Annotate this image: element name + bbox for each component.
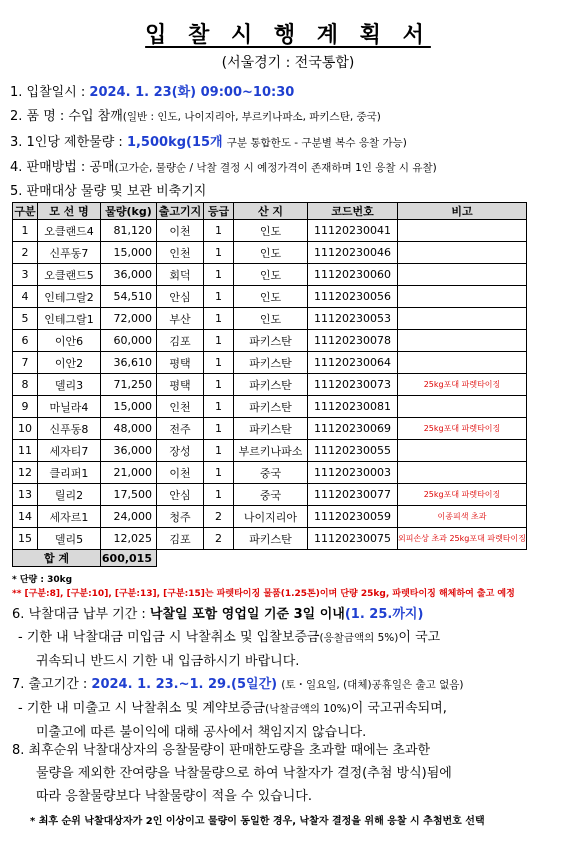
cell-grade: 1	[204, 418, 234, 440]
product-label: 2. 품 명 : 수입 참깨	[10, 109, 123, 124]
rule8-line1: 8. 최후순위 낙찰대상자의 응찰물량이 판매한도량을 초과할 때에는 초과한	[12, 743, 431, 758]
cell-no: 10	[13, 418, 38, 440]
cell-vessel: 세자티7	[38, 440, 101, 462]
cell-no: 4	[13, 286, 38, 308]
cell-origin: 인도	[234, 308, 308, 330]
final-note: * 최후 순위 낙찰대상자가 2인 이상이고 물량이 동일한 경우, 낙찰자 결정을 위해 응찰 시 추첨번호 선택	[30, 816, 485, 827]
cell-code: 11120230055	[308, 440, 398, 462]
table-row	[13, 374, 527, 396]
cell-origin: 파키스탄	[234, 374, 308, 396]
table-row	[13, 396, 527, 418]
cell-quantity: 24,000	[101, 506, 157, 528]
cell-origin: 인도	[234, 242, 308, 264]
cell-depot: 부산	[157, 308, 204, 330]
cell-quantity: 36,000	[101, 264, 157, 286]
cell-grade: 1	[204, 374, 234, 396]
cell-remarks: 25kg포대 파렛타이징	[398, 374, 527, 396]
product-line	[10, 105, 381, 124]
cell-code: 11120230056	[308, 286, 398, 308]
cell-depot: 회덕	[157, 264, 204, 286]
payment-date: (1. 25.까지)	[344, 607, 424, 622]
cell-vessel: 오클랜드5	[38, 264, 101, 286]
table-row	[13, 264, 527, 286]
cell-remarks: 외피손상 초과 25kg포대 파렛타이징	[398, 528, 527, 550]
cell-no: 1	[13, 220, 38, 242]
cell-vessel: 신푸동8	[38, 418, 101, 440]
table-row	[13, 352, 527, 374]
cell-remarks	[398, 242, 527, 264]
pallet-note: ** [구분:8], [구분:10], [구분:13], [구분:15]는 파렛타이징 물품(1.25톤)이며 단량 25kg, 파렛타이징 해체하여 출고 예정	[12, 589, 515, 599]
table-body	[13, 220, 527, 550]
table-row	[13, 484, 527, 506]
col-header-vessel: 모 선 명	[38, 203, 101, 220]
cell-depot: 평택	[157, 352, 204, 374]
method-label: 4. 판매방법 : 공매	[10, 160, 115, 175]
cell-quantity: 71,250	[101, 374, 157, 396]
cell-depot: 평택	[157, 374, 204, 396]
cell-code: 11120230060	[308, 264, 398, 286]
bid-date-line	[10, 81, 294, 100]
cell-no: 8	[13, 374, 38, 396]
cell-origin: 파키스탄	[234, 330, 308, 352]
cell-grade: 1	[204, 220, 234, 242]
cell-grade: 1	[204, 396, 234, 418]
method-line	[10, 156, 437, 175]
cell-vessel: 마닐라4	[38, 396, 101, 418]
cell-no: 3	[13, 264, 38, 286]
shipping-sub1: - 기한 내 미출고 시 낙찰취소 및 계약보증금(낙찰금액의 10%)이 국고귀속되며,	[18, 701, 447, 716]
cell-code: 11120230046	[308, 242, 398, 264]
cell-no: 13	[13, 484, 38, 506]
total-label: 합 계	[13, 550, 101, 567]
cell-vessel: 오클랜드4	[38, 220, 101, 242]
cell-depot: 안심	[157, 484, 204, 506]
cell-vessel: 델리5	[38, 528, 101, 550]
limit-detail: 구분 통합한도 - 구분별 복수 응찰 가능)	[226, 137, 407, 149]
cell-origin: 나이지리아	[234, 506, 308, 528]
cell-remarks: 이종피색 초과	[398, 506, 527, 528]
cell-origin: 파키스탄	[234, 396, 308, 418]
cell-depot: 김포	[157, 528, 204, 550]
cell-grade: 1	[204, 330, 234, 352]
limit-line	[10, 131, 407, 150]
cell-code: 11120230075	[308, 528, 398, 550]
cell-vessel: 인테그랄2	[38, 286, 101, 308]
cell-remarks	[398, 264, 527, 286]
cell-grade: 1	[204, 484, 234, 506]
shipping-line	[12, 673, 564, 697]
payment-line	[12, 603, 564, 626]
table-row	[13, 242, 527, 264]
cell-code: 11120230069	[308, 418, 398, 440]
cell-remarks	[398, 286, 527, 308]
cell-depot: 안심	[157, 286, 204, 308]
cell-grade: 1	[204, 308, 234, 330]
cell-vessel: 델리3	[38, 374, 101, 396]
cell-depot: 김포	[157, 330, 204, 352]
col-header-quantity: 물량(kg)	[101, 203, 157, 220]
total-value: 600,015	[101, 550, 157, 567]
cell-remarks	[398, 330, 527, 352]
rule8-section	[12, 739, 564, 808]
table-row	[13, 440, 527, 462]
cell-grade: 1	[204, 286, 234, 308]
cell-quantity: 21,000	[101, 462, 157, 484]
cell-origin: 인도	[234, 220, 308, 242]
cell-grade: 1	[204, 352, 234, 374]
cell-remarks	[398, 440, 527, 462]
cell-origin: 인도	[234, 286, 308, 308]
payment-sub2: 귀속되니 반드시 기한 내 입금하시기 바랍니다.	[36, 654, 300, 669]
cell-vessel: 신푸동7	[38, 242, 101, 264]
cell-origin: 중국	[234, 484, 308, 506]
cell-no: 5	[13, 308, 38, 330]
cell-depot: 이천	[157, 220, 204, 242]
cell-quantity: 72,000	[101, 308, 157, 330]
cell-quantity: 15,000	[101, 242, 157, 264]
cell-vessel: 클리퍼1	[38, 462, 101, 484]
rule8-line2: 물량을 제외한 잔여량을 낙찰물량으로 하여 낙찰자가 결정(추첨 방식)됨에	[36, 766, 452, 781]
cell-origin: 인도	[234, 264, 308, 286]
cell-code: 11120230077	[308, 484, 398, 506]
storage-heading: 5. 판매대상 물량 및 보관 비축기지	[10, 184, 207, 199]
limit-value: 1,500kg(15개	[126, 135, 223, 150]
cell-no: 11	[13, 440, 38, 462]
cell-vessel: 이안6	[38, 330, 101, 352]
cell-quantity: 60,000	[101, 330, 157, 352]
payment-section	[12, 603, 564, 673]
bid-date-value: 2024. 1. 23(화) 09:00~10:30	[89, 85, 295, 100]
cell-code: 11120230073	[308, 374, 398, 396]
cell-origin: 파키스탄	[234, 352, 308, 374]
col-header-remarks: 비고	[398, 203, 527, 220]
unit-note: * 단량 : 30kg	[12, 575, 73, 585]
cell-depot: 인천	[157, 242, 204, 264]
cell-vessel: 이안2	[38, 352, 101, 374]
cell-grade: 2	[204, 506, 234, 528]
limit-label: 3. 1인당 제한물량 :	[10, 135, 123, 150]
cell-no: 7	[13, 352, 38, 374]
shipping-section	[12, 673, 564, 744]
cell-grade: 2	[204, 528, 234, 550]
product-detail: (일반 : 인도, 나이지리아, 부르키나파소, 파키스탄, 중국)	[122, 111, 381, 123]
cell-code: 11120230081	[308, 396, 398, 418]
shipping-value: 2024. 1. 23.~1. 29.(5일간)	[91, 677, 278, 692]
cell-remarks: 25kg포대 파렛타이징	[398, 484, 527, 506]
page-subtitle: (서울경기 : 전국통합)	[221, 55, 355, 71]
cell-vessel: 세자르1	[38, 506, 101, 528]
cell-quantity: 81,120	[101, 220, 157, 242]
cell-remarks	[398, 462, 527, 484]
items-table	[12, 202, 527, 567]
cell-remarks	[398, 220, 527, 242]
cell-remarks	[398, 308, 527, 330]
cell-grade: 1	[204, 462, 234, 484]
table-row	[13, 528, 527, 550]
table-row	[13, 308, 527, 330]
cell-no: 12	[13, 462, 38, 484]
cell-quantity: 12,025	[101, 528, 157, 550]
shipping-label: 7. 출고기간 :	[12, 677, 88, 692]
cell-origin: 파키스탄	[234, 418, 308, 440]
cell-origin: 부르키나파소	[234, 440, 308, 462]
cell-quantity: 54,510	[101, 286, 157, 308]
cell-grade: 1	[204, 242, 234, 264]
cell-depot: 전주	[157, 418, 204, 440]
method-detail: (고가순, 물량순 / 낙찰 결정 시 예정가격이 존재하며 1인 응찰 시 유찰)	[114, 162, 437, 174]
shipping-sub2: 미출고에 따른 불이익에 대해 공사에서 책임지지 않습니다.	[36, 725, 367, 740]
cell-vessel: 릴리2	[38, 484, 101, 506]
cell-grade: 1	[204, 264, 234, 286]
table-row	[13, 220, 527, 242]
cell-depot: 이천	[157, 462, 204, 484]
cell-no: 15	[13, 528, 38, 550]
table-row	[13, 506, 527, 528]
cell-origin: 중국	[234, 462, 308, 484]
page-title: 입 찰 시 행 계 획 서	[145, 23, 431, 48]
col-header-code: 코드번호	[308, 203, 398, 220]
payment-value: 낙찰일 포함 영업일 기준 3일 이내	[149, 607, 345, 622]
cell-code: 11120230053	[308, 308, 398, 330]
col-header-depot: 출고기지	[157, 203, 204, 220]
payment-label: 6. 낙찰대금 납부 기간 :	[12, 607, 146, 622]
shipping-detail: (토・일요일, (대체)공휴일은 출고 없음)	[281, 679, 464, 691]
cell-origin: 파키스탄	[234, 528, 308, 550]
cell-grade: 1	[204, 440, 234, 462]
col-header-grade: 등급	[204, 203, 234, 220]
cell-vessel: 인테그랄1	[38, 308, 101, 330]
total-row	[13, 550, 527, 567]
cell-quantity: 36,000	[101, 440, 157, 462]
cell-depot: 인천	[157, 396, 204, 418]
cell-no: 9	[13, 396, 38, 418]
cell-no: 14	[13, 506, 38, 528]
cell-code: 11120230059	[308, 506, 398, 528]
table-row	[13, 462, 527, 484]
cell-no: 2	[13, 242, 38, 264]
cell-remarks	[398, 352, 527, 374]
cell-no: 6	[13, 330, 38, 352]
rule8-line3: 따라 응찰물량보다 낙찰물량이 적을 수 있습니다.	[36, 789, 312, 804]
col-header-no: 구분	[13, 203, 38, 220]
cell-quantity: 17,500	[101, 484, 157, 506]
table-row	[13, 418, 527, 440]
cell-quantity: 48,000	[101, 418, 157, 440]
cell-depot: 장성	[157, 440, 204, 462]
table-row	[13, 330, 527, 352]
cell-depot: 청주	[157, 506, 204, 528]
bid-date-label: 1. 입찰일시 :	[10, 85, 86, 100]
cell-code: 11120230078	[308, 330, 398, 352]
cell-code: 11120230064	[308, 352, 398, 374]
payment-sub1: - 기한 내 낙찰대금 미입금 시 낙찰취소 및 입찰보증금(응찰금액의 5%)이 국고	[18, 630, 441, 645]
col-header-origin: 산 지	[234, 203, 308, 220]
cell-remarks: 25kg포대 파렛타이징	[398, 418, 527, 440]
cell-quantity: 36,610	[101, 352, 157, 374]
table-row	[13, 286, 527, 308]
table-header-row	[13, 203, 527, 220]
cell-code: 11120230041	[308, 220, 398, 242]
cell-code: 11120230003	[308, 462, 398, 484]
cell-remarks	[398, 396, 527, 418]
cell-quantity: 15,000	[101, 396, 157, 418]
